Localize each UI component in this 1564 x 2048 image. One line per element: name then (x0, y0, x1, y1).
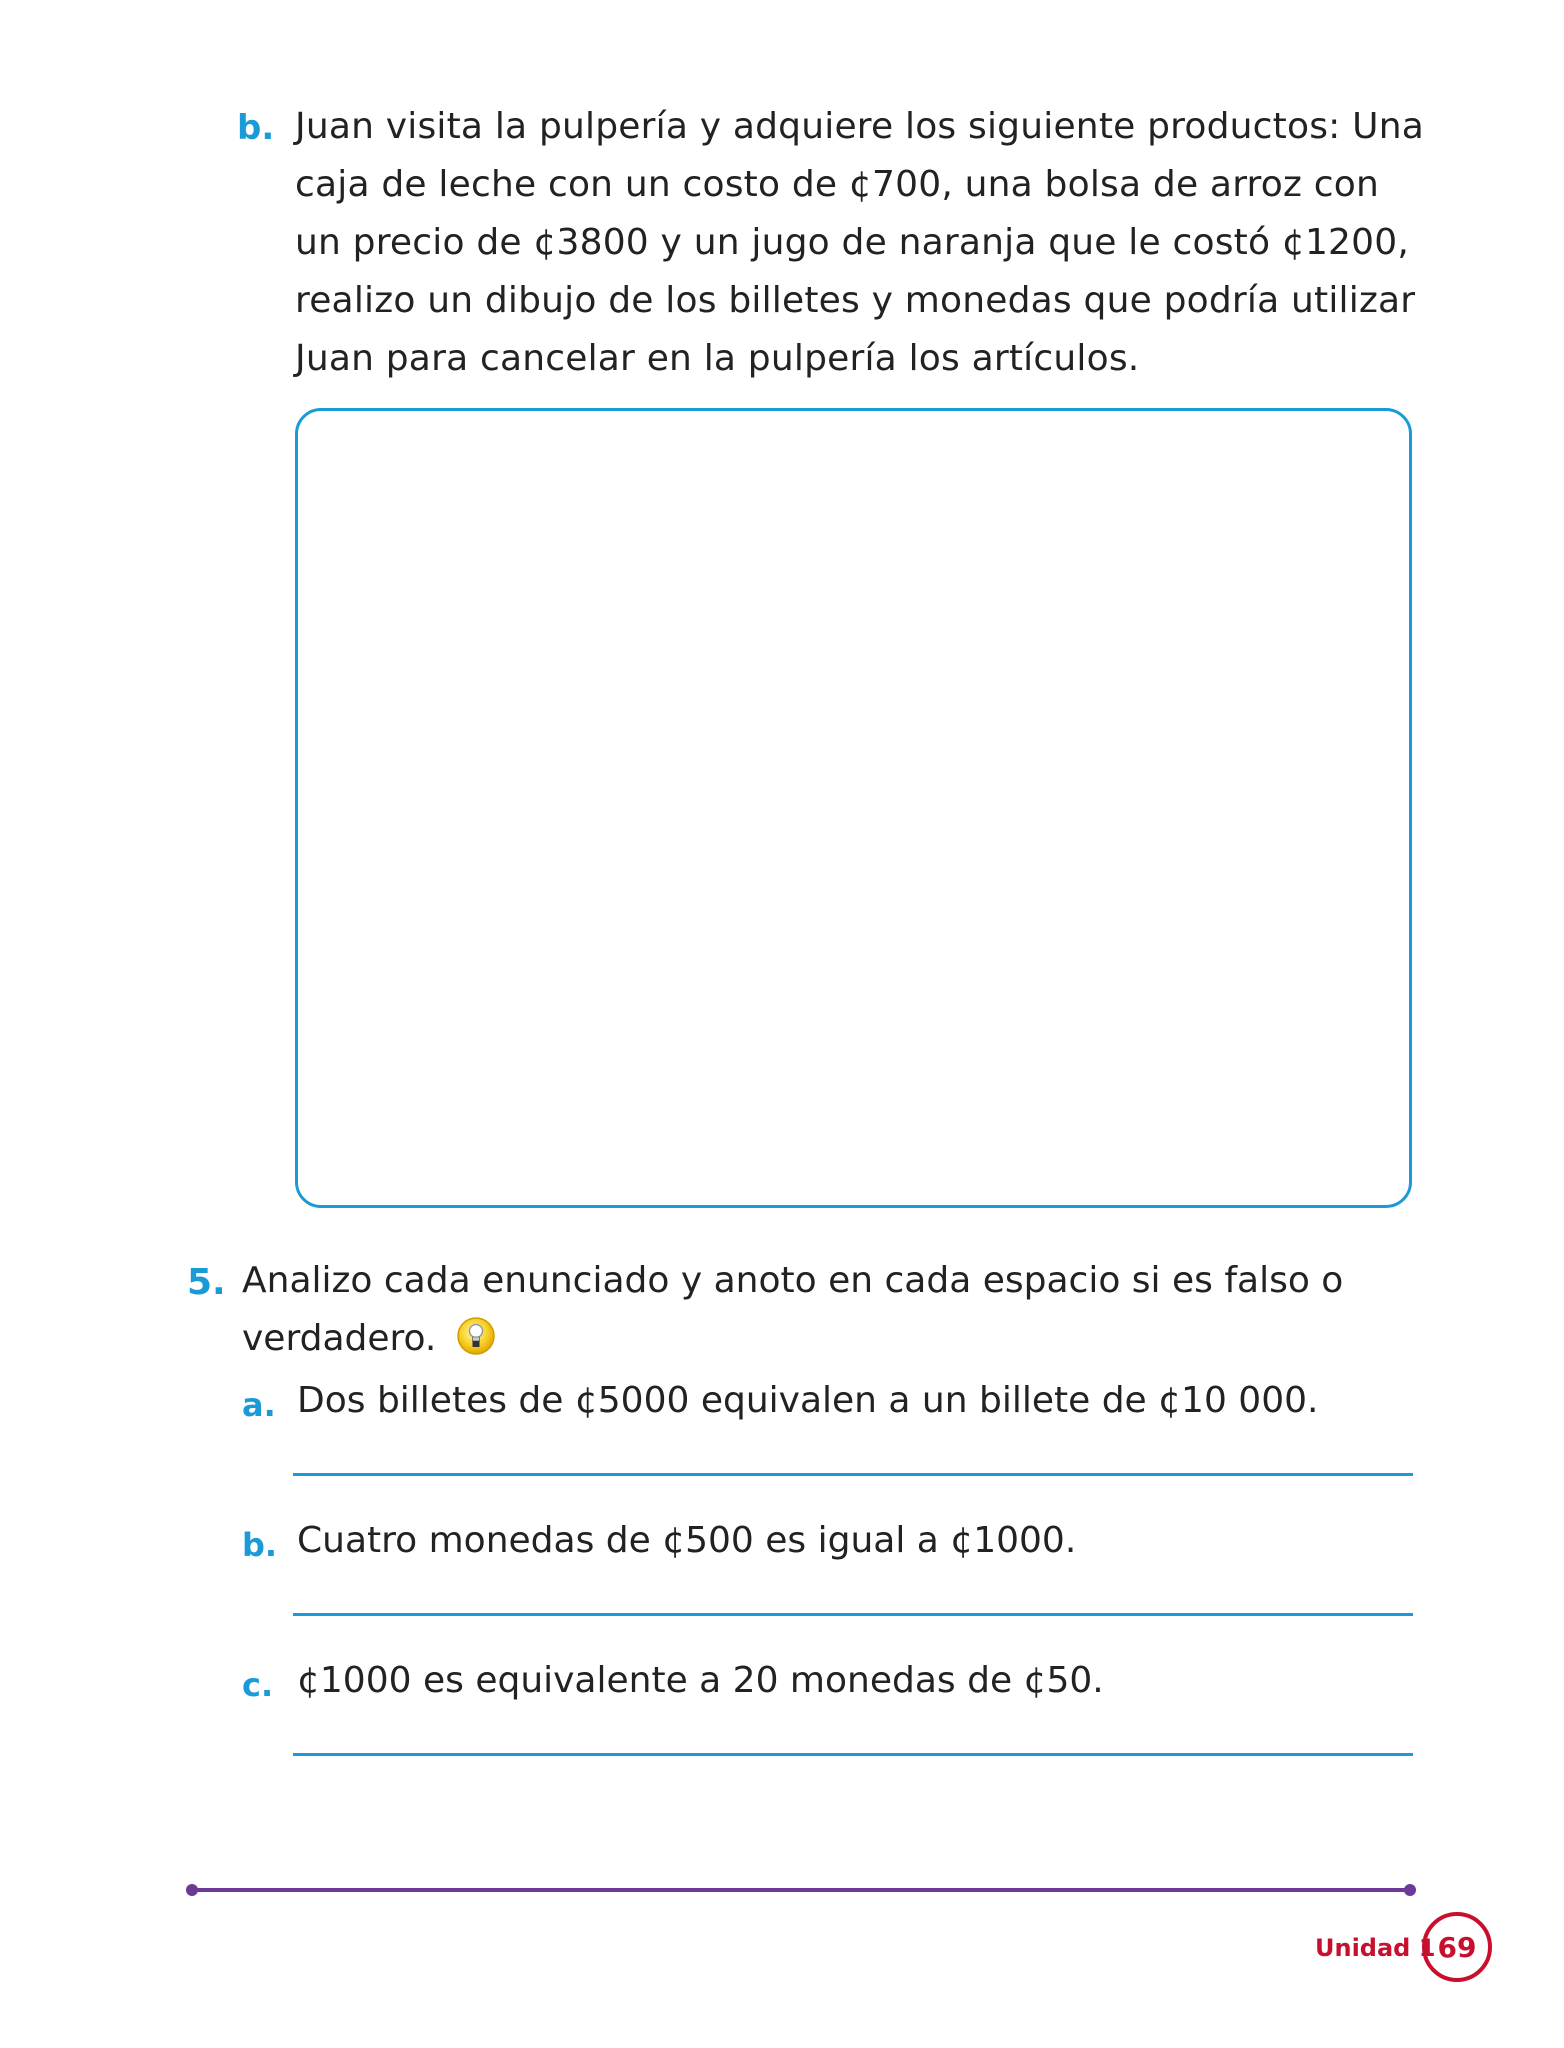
sub-item-text-b: Cuatro monedas de ¢500 es igual a ¢1000. (297, 1520, 1077, 1561)
question-number: 5. (187, 1262, 226, 1303)
sub-item-text-a: Dos billetes de ¢5000 equivalen a un billete de ¢10 000. (297, 1380, 1319, 1421)
item-b-line: realizo un dibujo de los billetes y monedas que podría utilizar (295, 280, 1416, 321)
question-5-line: Analizo cada enunciado y anoto en cada espacio si es falso o (242, 1260, 1344, 1301)
sub-item-letter-c: c. (242, 1666, 274, 1704)
footer-divider (190, 1888, 1408, 1892)
item-b-paragraph (295, 98, 1424, 388)
sub-item-letter-a: a. (242, 1386, 276, 1424)
question-5-line: verdadero. (242, 1318, 437, 1359)
answer-line-a[interactable] (293, 1473, 1413, 1476)
item-b-line: un precio de ¢3800 y un jugo de naranja que le costó ¢1200, (295, 222, 1410, 263)
answer-line-b[interactable] (293, 1613, 1413, 1616)
answer-line-c[interactable] (293, 1753, 1413, 1756)
footer-divider-dot-right (1404, 1884, 1416, 1896)
lightbulb-icon (456, 1316, 496, 1356)
page-number-badge (1422, 1912, 1492, 1982)
unit-label: Unidad 1 (1315, 1934, 1436, 1962)
sub-item-text-c: ¢1000 es equivalente a 20 monedas de ¢50. (297, 1660, 1104, 1701)
question-5-text (242, 1252, 1343, 1368)
footer-divider-dot-left (186, 1884, 198, 1896)
page-number: 69 (1437, 1930, 1477, 1964)
item-b-line: Juan visita la pulpería y adquiere los siguiente productos: Una (295, 106, 1424, 147)
drawing-area[interactable] (295, 408, 1412, 1208)
sub-item-letter-b: b. (242, 1526, 278, 1564)
item-letter-b: b. (237, 108, 275, 148)
item-b-line: Juan para cancelar en la pulpería los artículos. (295, 338, 1140, 379)
item-b-line: caja de leche con un costo de ¢700, una bolsa de arroz con (295, 164, 1379, 205)
